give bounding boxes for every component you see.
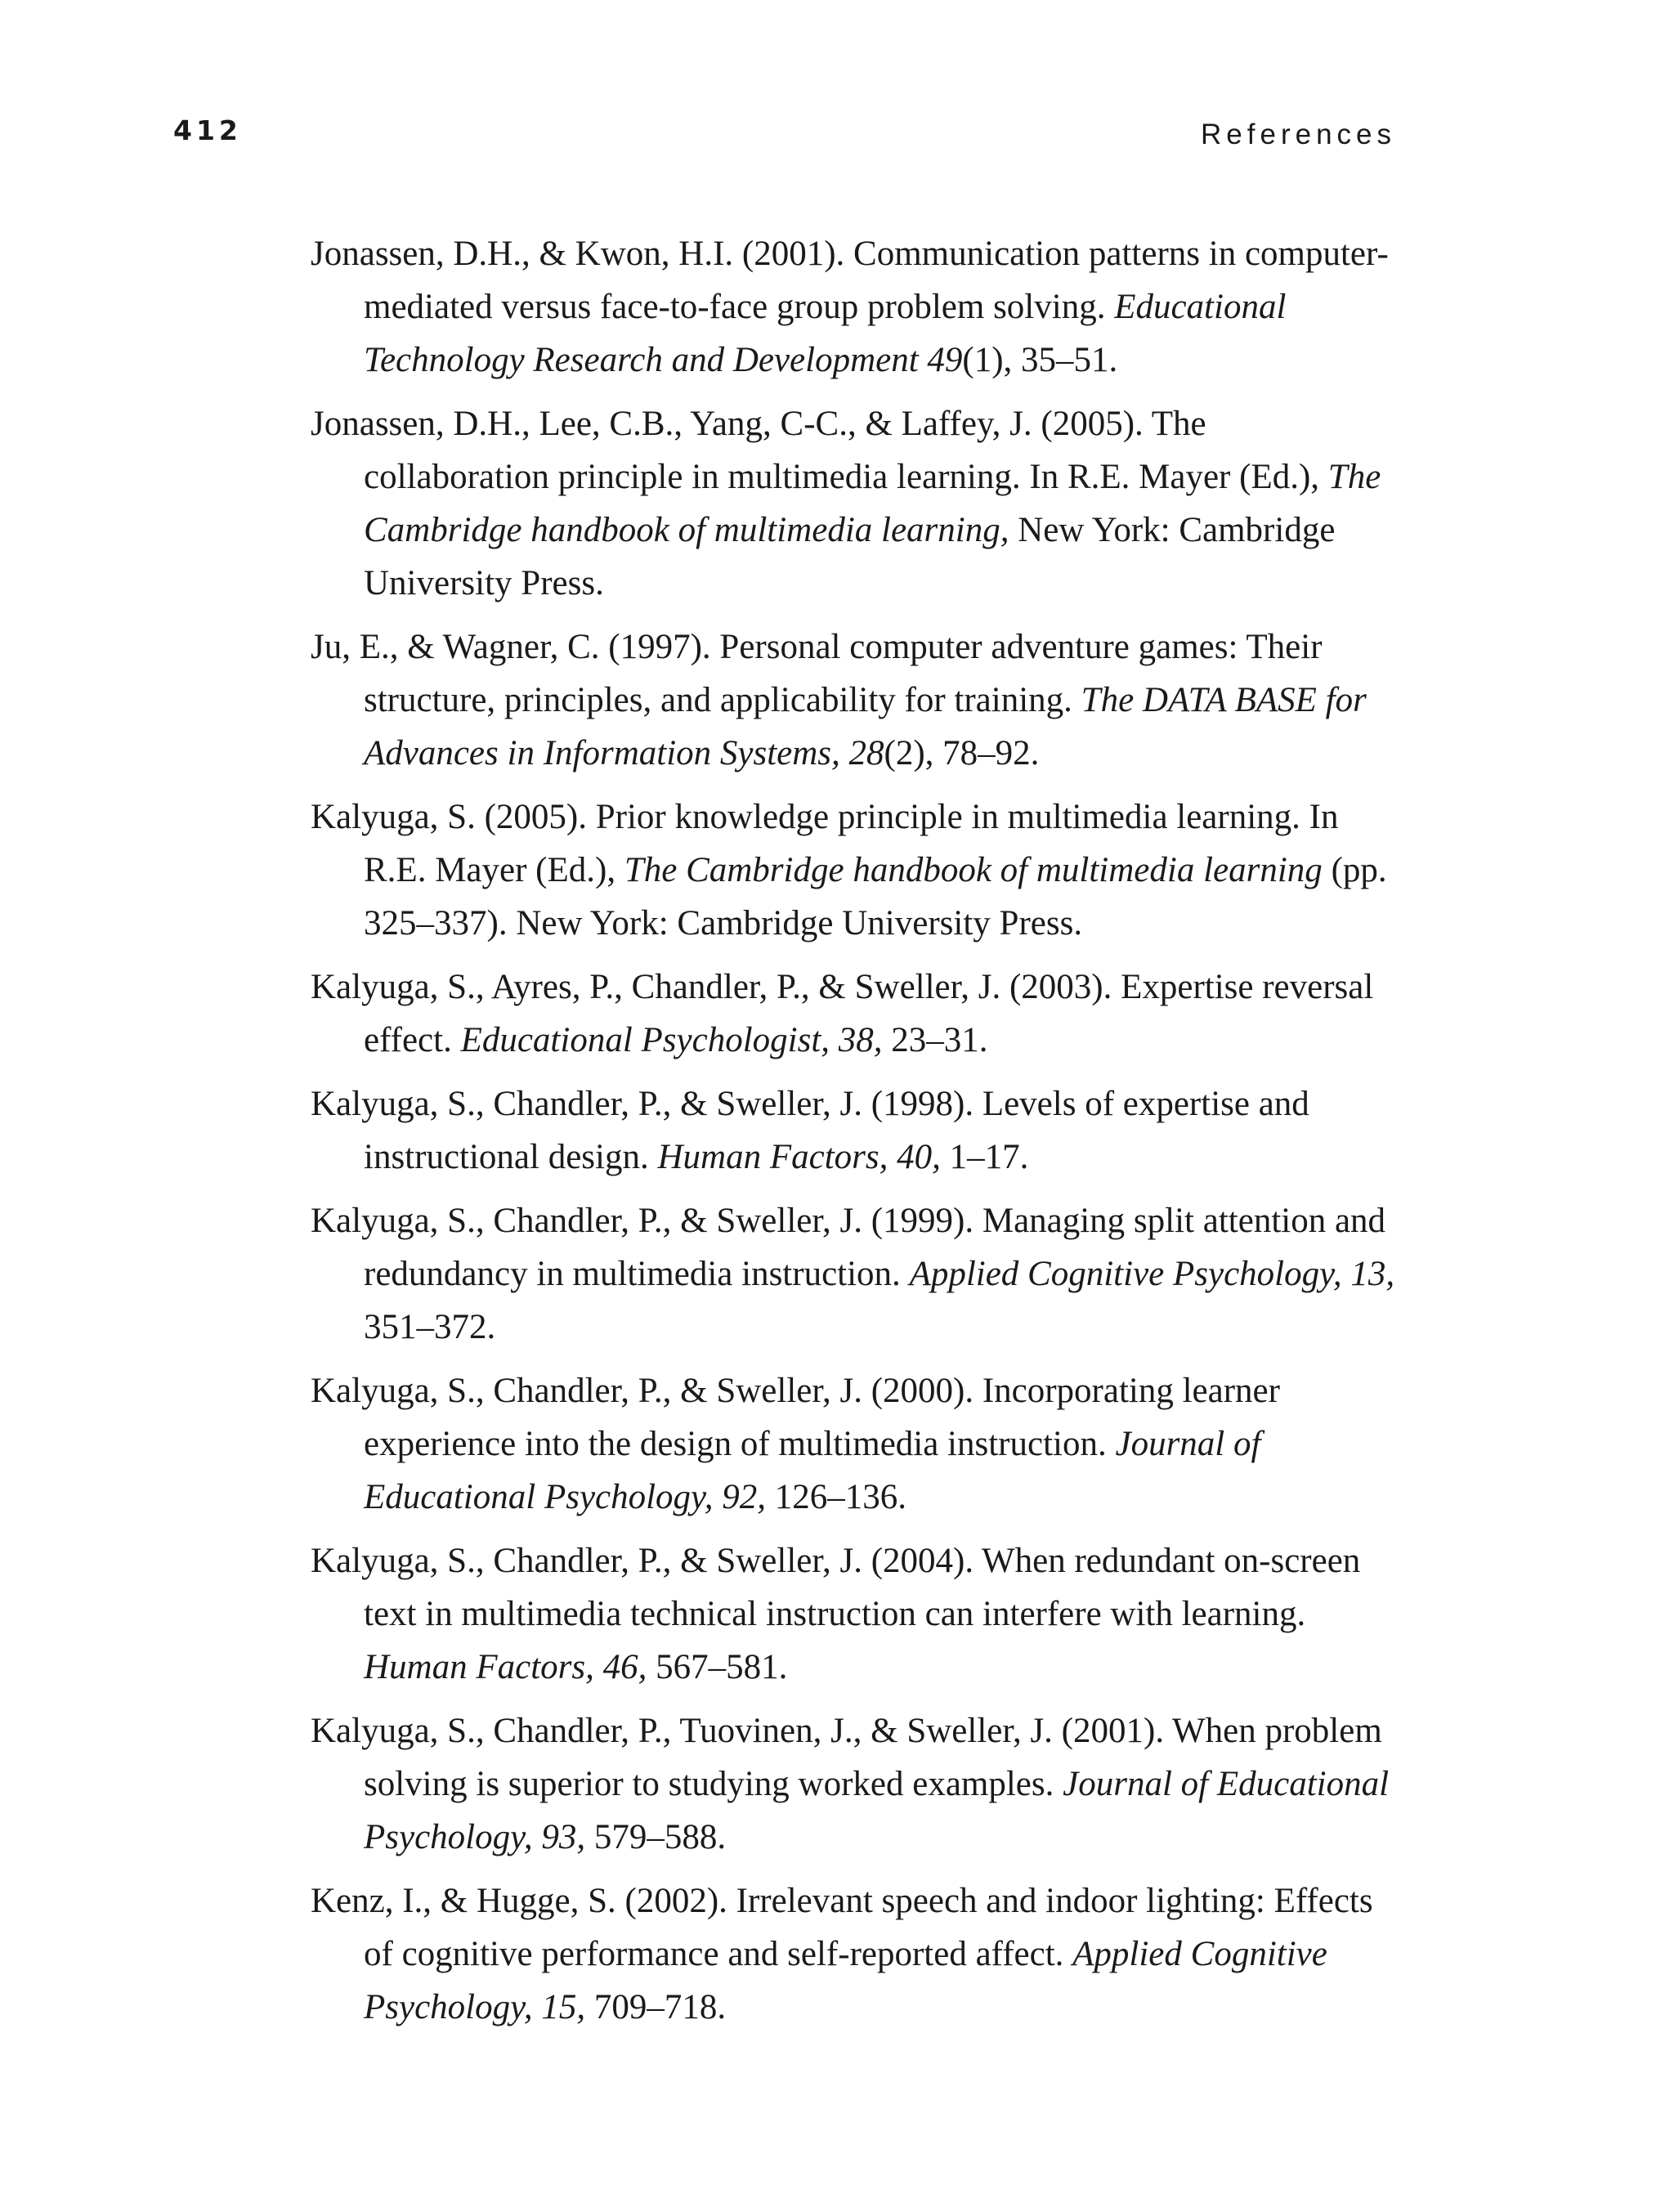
- reference-entry: [311, 1364, 1398, 1524]
- reference-entry: [311, 397, 1398, 610]
- reference-text: (1), 35–51.: [962, 341, 1118, 379]
- reference-source-title: The Cambridge handbook of multimedia learning: [624, 851, 1323, 889]
- reference-text: Jonassen, D.H., Lee, C.B., Yang, C-C., & Laffey, J. (2005). The collaboration principle in multimedia learning. In R.E. Mayer (Ed.),: [311, 405, 1328, 496]
- reference-text: Jonassen, D.H., & Kwon, H.I. (2001). Communication patterns in computer-mediated versus face-to-face group problem solving.: [311, 235, 1389, 326]
- reference-entry: [311, 1704, 1398, 1864]
- reference-list: [311, 227, 1398, 2044]
- reference-text: 1–17.: [940, 1138, 1029, 1176]
- reference-text: 579–588.: [585, 1818, 727, 1856]
- reference-source-title: Journal of Educational Psychology, 92,: [364, 1425, 1261, 1516]
- reference-text: Kalyuga, S., Chandler, P., & Sweller, J. (1998). Levels of expertise and instructional design.: [311, 1085, 1309, 1176]
- reference-text: Kalyuga, S., Chandler, P., Tuovinen, J., & Sweller, J. (2001). When problem solving is superior to studying worked examples.: [311, 1712, 1382, 1803]
- reference-source-title: Educational Psychologist, 38,: [460, 1021, 883, 1059]
- reference-text: Kalyuga, S., Chandler, P., & Sweller, J. (2000). Incorporating learner experience into the design of multimedia instruction.: [311, 1372, 1280, 1463]
- reference-text: 23–31.: [882, 1021, 988, 1059]
- reference-entry: [311, 620, 1398, 780]
- reference-text: 567–581.: [647, 1648, 788, 1686]
- reference-entry: [311, 1874, 1398, 2034]
- reference-text: 709–718.: [585, 1988, 727, 2026]
- reference-source-title: Applied Cognitive Psychology, 15,: [364, 1935, 1327, 2026]
- reference-text: New York: Cambridge University Press.: [364, 511, 1336, 602]
- reference-source-title: Journal of Educational Psychology, 93,: [364, 1765, 1390, 1856]
- reference-text: Kalyuga, S., Ayres, P., Chandler, P., & Sweller, J. (2003). Expertise reversal effect.: [311, 968, 1374, 1059]
- reference-source-title: Human Factors, 46,: [364, 1648, 647, 1686]
- reference-entry: [311, 960, 1398, 1067]
- reference-source-title: The Cambridge handbook of multimedia learning,: [364, 458, 1381, 549]
- reference-entry: [311, 227, 1398, 387]
- reference-source-title: Human Factors, 40,: [657, 1138, 941, 1176]
- reference-source-title: The DATA BASE for Advances in Information Systems, 28: [364, 681, 1367, 772]
- reference-text: 126–136.: [766, 1478, 907, 1516]
- reference-text: Ju, E., & Wagner, C. (1997). Personal computer adventure games: Their structure, principles, and applicability for training.: [311, 628, 1323, 719]
- reference-entry: [311, 790, 1398, 950]
- running-head: References: [1201, 119, 1396, 150]
- reference-entry: [311, 1194, 1398, 1354]
- reference-source-title: Applied Cognitive Psychology, 13,: [909, 1255, 1395, 1293]
- page-number: 412: [173, 114, 242, 146]
- reference-entry: [311, 1077, 1398, 1184]
- reference-text: (2), 78–92.: [884, 734, 1040, 772]
- reference-text: Kalyuga, S., Chandler, P., & Sweller, J. (2004). When redundant on-screen text in multimedia technical instruction can interfere with learning.: [311, 1542, 1361, 1633]
- reference-entry: [311, 1534, 1398, 1694]
- reference-text: 351–372.: [364, 1308, 496, 1346]
- reference-text: Kalyuga, S. (2005). Prior knowledge principle in multimedia learning. In R.E. Mayer (Ed.),: [311, 798, 1339, 889]
- reference-text: Kenz, I., & Hugge, S. (2002). Irrelevant speech and indoor lighting: Effects of cognitive performance and self-reported affect.: [311, 1882, 1373, 1973]
- reference-source-title: Educational Technology Research and Development 49: [364, 288, 1287, 379]
- reference-text: Kalyuga, S., Chandler, P., & Sweller, J. (1999). Managing split attention and redundancy in multimedia instruction.: [311, 1202, 1386, 1293]
- reference-text: (pp. 325–337). New York: Cambridge University Press.: [364, 851, 1387, 943]
